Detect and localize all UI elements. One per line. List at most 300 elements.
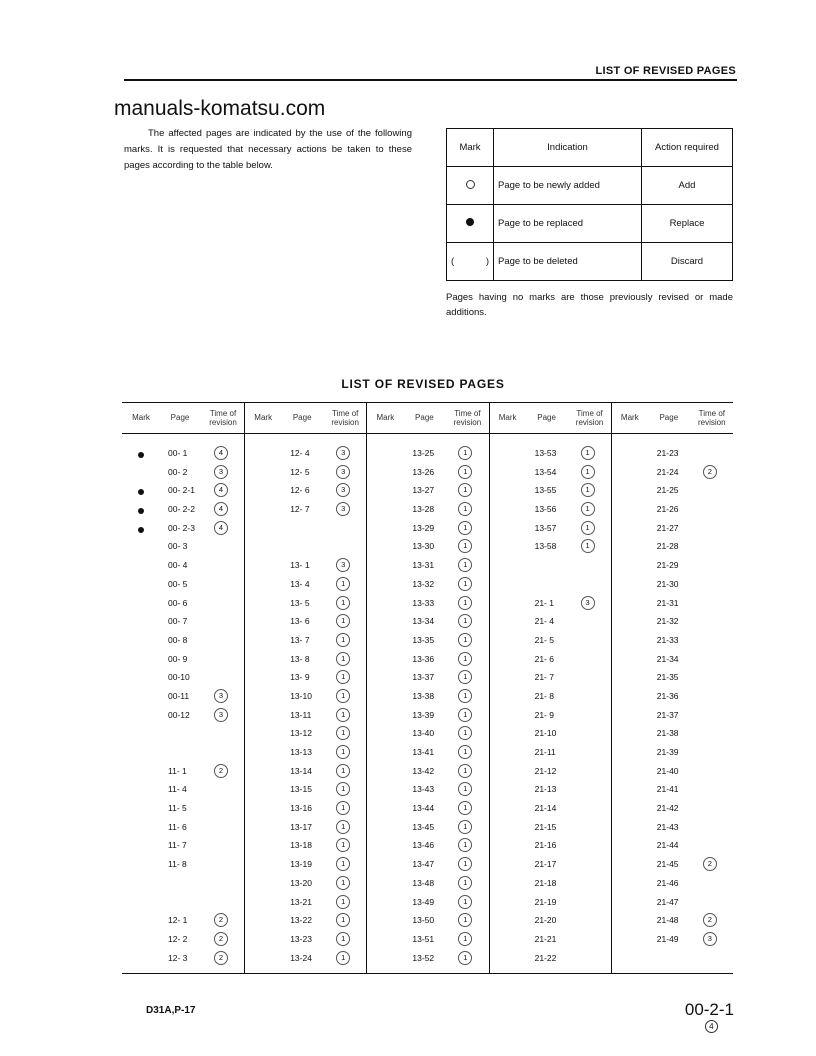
table-row bbox=[489, 557, 611, 576]
table-row bbox=[489, 875, 611, 894]
header-rule bbox=[124, 79, 737, 81]
page-number: 13-41 bbox=[412, 747, 435, 757]
table-row bbox=[366, 931, 488, 950]
revision-circle-icon: 1 bbox=[458, 558, 472, 572]
revision-circle-icon: 1 bbox=[336, 577, 350, 591]
page-number: 13-14 bbox=[290, 765, 312, 776]
page-number: 13-28 bbox=[412, 504, 435, 515]
table-row bbox=[122, 464, 244, 483]
open-circle-icon bbox=[466, 180, 475, 189]
page-number: 00- 1 bbox=[168, 448, 188, 458]
page-number: 13-32 bbox=[412, 578, 435, 589]
table-row bbox=[366, 669, 488, 688]
column-header-revision: Time of revision bbox=[575, 409, 604, 427]
page-number: 21-28 bbox=[656, 541, 679, 552]
page-number: 13-10 bbox=[290, 690, 312, 701]
table-row bbox=[244, 595, 366, 614]
revision-circle-icon: 1 bbox=[336, 633, 350, 647]
page-number: 13- 1 bbox=[290, 560, 310, 571]
page-number: 21-21 bbox=[534, 933, 557, 944]
table-row bbox=[489, 538, 611, 557]
column-header-page: Page bbox=[659, 413, 679, 422]
legend-mark-filled bbox=[447, 205, 494, 243]
page-number: 21-10 bbox=[534, 728, 557, 739]
table-row bbox=[611, 595, 733, 614]
table-row bbox=[244, 557, 366, 576]
page-number: 13-48 bbox=[412, 877, 435, 888]
column-header-mark: Mark bbox=[620, 413, 639, 422]
page-number: 13- 7 bbox=[290, 634, 310, 645]
page-number: 13-54 bbox=[534, 466, 557, 477]
page-number: 21-42 bbox=[656, 803, 679, 814]
table-row bbox=[611, 800, 733, 819]
table-row bbox=[122, 520, 244, 539]
revision-circle-icon: 2 bbox=[214, 764, 228, 778]
table-row bbox=[366, 688, 488, 707]
revision-circle-icon: 3 bbox=[214, 689, 228, 703]
page-number: 00- 2-2 bbox=[168, 504, 195, 515]
page-number: 13-19 bbox=[290, 859, 312, 870]
page-number: 21-46 bbox=[656, 877, 679, 888]
revision-circle-icon: 1 bbox=[336, 801, 350, 815]
table-row bbox=[366, 501, 488, 520]
page-number: 13-43 bbox=[412, 784, 435, 795]
revision-circle-icon: 3 bbox=[214, 708, 228, 722]
footer-model: D31A,P-17 bbox=[146, 1005, 196, 1016]
table-row bbox=[366, 950, 488, 969]
page-number: 13-45 bbox=[412, 821, 435, 832]
page-number: 12- 3 bbox=[168, 952, 188, 963]
table-row bbox=[611, 538, 733, 557]
page-number: 21-40 bbox=[656, 765, 679, 776]
revision-circle-icon: 4 bbox=[214, 483, 228, 497]
revision-circle-icon: 1 bbox=[336, 782, 350, 796]
page-number: 11- 8 bbox=[168, 859, 187, 870]
page-number: 21-23 bbox=[656, 448, 679, 458]
revision-circle-icon: 1 bbox=[458, 577, 472, 591]
page-number: 21-43 bbox=[656, 821, 679, 832]
page-number: 21-25 bbox=[656, 485, 679, 496]
table-row bbox=[489, 501, 611, 520]
filled-circle-icon bbox=[138, 506, 144, 516]
revision-circle-icon: 1 bbox=[336, 689, 350, 703]
column-header-page: Page bbox=[537, 413, 556, 422]
revision-circle-icon: 1 bbox=[458, 895, 472, 909]
revision-circle-icon: 3 bbox=[581, 596, 595, 610]
page-number: 13- 6 bbox=[290, 616, 310, 627]
table-row bbox=[244, 894, 366, 913]
page-number: 21-15 bbox=[534, 821, 557, 832]
page-number: 00- 2-1 bbox=[168, 485, 195, 496]
revision-circle-icon: 1 bbox=[336, 764, 350, 778]
table-column-group bbox=[489, 403, 611, 973]
column-header-mark: Mark bbox=[376, 413, 395, 422]
page-number: 13-50 bbox=[412, 915, 435, 926]
table-row bbox=[366, 538, 488, 557]
page-number: 21-44 bbox=[656, 840, 679, 851]
revision-circle-icon: 1 bbox=[336, 652, 350, 666]
table-row bbox=[611, 669, 733, 688]
table-row bbox=[122, 894, 244, 913]
table-row bbox=[244, 669, 366, 688]
table-row bbox=[366, 894, 488, 913]
table-row bbox=[611, 576, 733, 595]
legend-mark-open bbox=[447, 167, 494, 205]
revision-circle-icon: 1 bbox=[581, 521, 595, 535]
legend-action: Add bbox=[642, 167, 733, 205]
table-row bbox=[122, 950, 244, 969]
table-column-group bbox=[611, 403, 733, 973]
table-row bbox=[489, 669, 611, 688]
table-row bbox=[489, 950, 611, 969]
page-number: 00-12 bbox=[168, 709, 190, 720]
revision-circle-icon: 1 bbox=[336, 932, 350, 946]
table-row bbox=[122, 482, 244, 501]
page-number: 21-45 bbox=[656, 859, 679, 870]
table-row bbox=[366, 445, 488, 464]
page-number: 00- 7 bbox=[168, 616, 188, 627]
revision-circle-icon: 1 bbox=[336, 820, 350, 834]
revision-circle-icon: 1 bbox=[458, 913, 472, 927]
page-number: 13-22 bbox=[290, 915, 312, 926]
table-row bbox=[244, 931, 366, 950]
column-header-revision: Time of revision bbox=[453, 409, 482, 427]
page-number: 21- 4 bbox=[534, 616, 554, 627]
page-number: 21- 9 bbox=[534, 709, 554, 720]
table-row bbox=[366, 576, 488, 595]
page-number: 13-38 bbox=[412, 690, 435, 701]
page-number: 13-29 bbox=[412, 522, 435, 533]
page-number: 21-37 bbox=[656, 709, 679, 720]
revision-circle-icon: 1 bbox=[458, 820, 472, 834]
table-row bbox=[611, 912, 733, 931]
page-number: 21-24 bbox=[656, 466, 679, 477]
table-row bbox=[244, 763, 366, 782]
page-number: 11- 7 bbox=[168, 840, 187, 851]
revision-circle-icon: 1 bbox=[336, 838, 350, 852]
page-number: 11- 6 bbox=[168, 821, 187, 832]
revision-circle-icon: 4 bbox=[214, 502, 228, 516]
page-number: 11- 4 bbox=[168, 784, 187, 795]
page-number: 21-32 bbox=[656, 616, 679, 627]
page-number: 12- 6 bbox=[290, 485, 310, 496]
table-row bbox=[489, 482, 611, 501]
table-row bbox=[122, 501, 244, 520]
table-row bbox=[489, 464, 611, 483]
table-row bbox=[489, 819, 611, 838]
page-number: 00- 3 bbox=[168, 541, 188, 552]
revision-circle-icon: 1 bbox=[458, 857, 472, 871]
legend-indication: Page to be deleted bbox=[494, 243, 642, 281]
page-number: 13-42 bbox=[412, 765, 435, 776]
table-row bbox=[611, 464, 733, 483]
page-number: 21-14 bbox=[534, 803, 557, 814]
page-number: 13-55 bbox=[534, 485, 557, 496]
intro-paragraph: The affected pages are indicated by the use of the following marks. It is requested that necessary actions be taken to these pages according to the table below. bbox=[124, 128, 412, 171]
table-row bbox=[122, 931, 244, 950]
page-number: 13-51 bbox=[412, 933, 435, 944]
page-number: 12- 7 bbox=[290, 504, 310, 515]
revision-circle-icon: 1 bbox=[458, 465, 472, 479]
table-row bbox=[244, 707, 366, 726]
table-row bbox=[122, 725, 244, 744]
table-row bbox=[489, 595, 611, 614]
table-row bbox=[611, 837, 733, 856]
page-number: 13-24 bbox=[290, 952, 312, 963]
page-number: 21-36 bbox=[656, 690, 679, 701]
page-number: 21-49 bbox=[656, 933, 679, 944]
table-row bbox=[611, 894, 733, 913]
page-number: 21-12 bbox=[534, 765, 557, 776]
table-row bbox=[244, 856, 366, 875]
revision-circle-icon: 2 bbox=[214, 913, 228, 927]
table-row bbox=[366, 557, 488, 576]
revision-circle-icon: 1 bbox=[458, 745, 472, 759]
table-row bbox=[489, 856, 611, 875]
table-row bbox=[611, 819, 733, 838]
page-number: 21-17 bbox=[534, 859, 557, 870]
page-number: 21- 6 bbox=[534, 653, 554, 664]
revision-circle-icon: 3 bbox=[336, 558, 350, 572]
column-header-page: Page bbox=[415, 413, 434, 422]
table-row bbox=[611, 520, 733, 539]
revision-circle-icon: 3 bbox=[703, 932, 717, 946]
table-row bbox=[611, 875, 733, 894]
page-number: 12- 1 bbox=[168, 915, 188, 926]
page-number: 13-40 bbox=[412, 728, 435, 739]
column-divider bbox=[489, 403, 490, 973]
legend-header-mark: Mark bbox=[447, 129, 494, 167]
table-row bbox=[366, 651, 488, 670]
revision-circle-icon: 1 bbox=[458, 951, 472, 965]
table-row bbox=[489, 781, 611, 800]
table-row bbox=[611, 688, 733, 707]
column-header-mark: Mark bbox=[498, 413, 517, 422]
table-row bbox=[611, 931, 733, 950]
table-row bbox=[244, 520, 366, 539]
page-number: 13- 4 bbox=[290, 578, 310, 589]
page-number: 21-39 bbox=[656, 747, 679, 757]
table-row bbox=[122, 744, 244, 763]
table-row bbox=[122, 669, 244, 688]
table-row bbox=[244, 613, 366, 632]
page-number: 11- 5 bbox=[168, 803, 187, 814]
table-row bbox=[366, 875, 488, 894]
table-row bbox=[122, 688, 244, 707]
table-row bbox=[122, 576, 244, 595]
page-number: 21-26 bbox=[656, 504, 679, 515]
table-row bbox=[244, 482, 366, 501]
revision-circle-icon: 4 bbox=[214, 521, 228, 535]
page-number: 00- 6 bbox=[168, 597, 188, 608]
page-number: 13-37 bbox=[412, 672, 435, 683]
page-number: 13-47 bbox=[412, 859, 435, 870]
page-number: 21-27 bbox=[656, 522, 679, 533]
table-row bbox=[611, 613, 733, 632]
column-header-revision: Time of revision bbox=[209, 409, 237, 427]
page-number: 00- 4 bbox=[168, 560, 188, 571]
page-number: 13-26 bbox=[412, 466, 435, 477]
column-divider bbox=[244, 403, 245, 973]
revision-circle-icon: 1 bbox=[581, 539, 595, 553]
page-number: 00- 9 bbox=[168, 653, 188, 664]
table-row bbox=[611, 632, 733, 651]
page-number: 21-35 bbox=[656, 672, 679, 683]
revision-circle-icon: 4 bbox=[705, 1020, 718, 1033]
table-row bbox=[366, 707, 488, 726]
revision-circle-icon: 1 bbox=[336, 614, 350, 628]
table-row bbox=[489, 632, 611, 651]
revision-circle-icon: 3 bbox=[336, 502, 350, 516]
column-header-page: Page bbox=[170, 413, 190, 422]
table-row bbox=[489, 725, 611, 744]
revision-circle-icon: 1 bbox=[458, 670, 472, 684]
revision-circle-icon: 1 bbox=[336, 857, 350, 871]
watermark: manuals-komatsu.com bbox=[114, 97, 326, 120]
footer-page-number bbox=[685, 1000, 734, 1033]
page-number: 00- 8 bbox=[168, 634, 188, 645]
page-number: 13-52 bbox=[412, 952, 435, 963]
table-row bbox=[489, 520, 611, 539]
table-row bbox=[122, 538, 244, 557]
page-number: 13-34 bbox=[412, 616, 435, 627]
page-number: 21-22 bbox=[534, 952, 557, 963]
page-number: 21-16 bbox=[534, 840, 557, 851]
page-number: 13-27 bbox=[412, 485, 435, 496]
table-row bbox=[122, 800, 244, 819]
revision-circle-icon: 1 bbox=[336, 745, 350, 759]
page-number: 13-46 bbox=[412, 840, 435, 851]
table-row bbox=[244, 781, 366, 800]
column-header-mark: Mark bbox=[254, 413, 273, 422]
legend-action: Replace bbox=[642, 205, 733, 243]
page-number: 13-18 bbox=[290, 840, 312, 851]
table-row bbox=[611, 501, 733, 520]
page-number: 13-25 bbox=[412, 448, 435, 458]
legend-header-action: Action required bbox=[642, 129, 733, 167]
revision-circle-icon: 1 bbox=[458, 614, 472, 628]
page-number: 13-53 bbox=[534, 448, 557, 458]
page-number: 12- 5 bbox=[290, 466, 310, 477]
table-row bbox=[489, 707, 611, 726]
column-divider bbox=[366, 403, 367, 973]
page-number: 00- 5 bbox=[168, 578, 188, 589]
page-number: 13-20 bbox=[290, 877, 312, 888]
table-row bbox=[244, 632, 366, 651]
page-number: 13-30 bbox=[412, 541, 435, 552]
page-number: 13-33 bbox=[412, 597, 435, 608]
filled-circle-icon bbox=[138, 487, 144, 497]
page-number: 13-56 bbox=[534, 504, 557, 515]
table-row bbox=[489, 445, 611, 464]
table-column-group bbox=[366, 403, 488, 973]
table-row bbox=[244, 819, 366, 838]
table-row bbox=[122, 445, 244, 464]
page-number: 13-39 bbox=[412, 709, 435, 720]
page-number: 13-35 bbox=[412, 634, 435, 645]
page-number: 11- 1 bbox=[168, 765, 187, 776]
filled-circle-icon bbox=[138, 525, 144, 535]
revision-circle-icon: 1 bbox=[458, 633, 472, 647]
table-row bbox=[611, 744, 733, 763]
revision-circle-icon: 1 bbox=[336, 913, 350, 927]
column-header-page: Page bbox=[292, 413, 312, 422]
table-row bbox=[366, 725, 488, 744]
revision-circle-icon: 1 bbox=[581, 483, 595, 497]
legend-mark-paren bbox=[447, 243, 494, 281]
page-number: 13-31 bbox=[412, 560, 435, 571]
page-number: 21-11 bbox=[534, 747, 556, 757]
table-row bbox=[366, 482, 488, 501]
table-row bbox=[244, 576, 366, 595]
revision-circle-icon: 1 bbox=[336, 708, 350, 722]
table-row bbox=[489, 912, 611, 931]
revision-circle-icon: 1 bbox=[581, 502, 595, 516]
page-number: 13-49 bbox=[412, 896, 435, 907]
page-number: 00- 2-3 bbox=[168, 522, 195, 533]
revision-circle-icon: 1 bbox=[581, 465, 595, 479]
page-number: 13-15 bbox=[290, 784, 312, 795]
page-number: 13-58 bbox=[534, 541, 557, 552]
revision-circle-icon: 1 bbox=[458, 502, 472, 516]
table-row bbox=[122, 819, 244, 838]
legend-note: Pages having no marks are those previously revised or made additions. bbox=[446, 292, 733, 318]
revision-circle-icon: 1 bbox=[458, 596, 472, 610]
table-row bbox=[611, 781, 733, 800]
table-row bbox=[366, 520, 488, 539]
table-row bbox=[366, 464, 488, 483]
revision-circle-icon: 1 bbox=[458, 726, 472, 740]
page-number: 21-33 bbox=[656, 634, 679, 645]
table-row bbox=[122, 856, 244, 875]
table-row bbox=[244, 744, 366, 763]
table-row bbox=[611, 651, 733, 670]
page-number: 00-10 bbox=[168, 672, 190, 683]
page-number: 21- 1 bbox=[534, 597, 554, 608]
page-number: 21-29 bbox=[656, 560, 679, 571]
table-row bbox=[611, 482, 733, 501]
page-number: 13- 5 bbox=[290, 597, 310, 608]
table-row bbox=[366, 613, 488, 632]
revision-circle-icon: 2 bbox=[214, 951, 228, 965]
table-row bbox=[489, 894, 611, 913]
table-row bbox=[611, 725, 733, 744]
table-row bbox=[489, 688, 611, 707]
legend-indication: Page to be newly added bbox=[494, 167, 642, 205]
revision-circle-icon: 1 bbox=[458, 838, 472, 852]
table-row bbox=[366, 819, 488, 838]
page-number: 21-47 bbox=[656, 896, 679, 907]
revision-circle-icon: 3 bbox=[336, 446, 350, 460]
page-number: 13- 9 bbox=[290, 672, 310, 683]
table-row bbox=[244, 538, 366, 557]
table-row bbox=[122, 595, 244, 614]
legend-indication: Page to be replaced bbox=[494, 205, 642, 243]
table-row bbox=[122, 651, 244, 670]
page-number: 13-44 bbox=[412, 803, 435, 814]
table-row bbox=[244, 688, 366, 707]
table-row bbox=[489, 931, 611, 950]
revision-circle-icon: 1 bbox=[458, 932, 472, 946]
revision-circle-icon: 2 bbox=[703, 465, 717, 479]
page-number: 00-2-1 bbox=[684, 1000, 734, 1019]
filled-circle-icon bbox=[138, 450, 144, 460]
page-number: 21- 7 bbox=[534, 672, 554, 683]
table-row bbox=[489, 744, 611, 763]
revision-circle-icon: 1 bbox=[336, 670, 350, 684]
revision-circle-icon: 4 bbox=[214, 446, 228, 460]
table-row bbox=[244, 875, 366, 894]
